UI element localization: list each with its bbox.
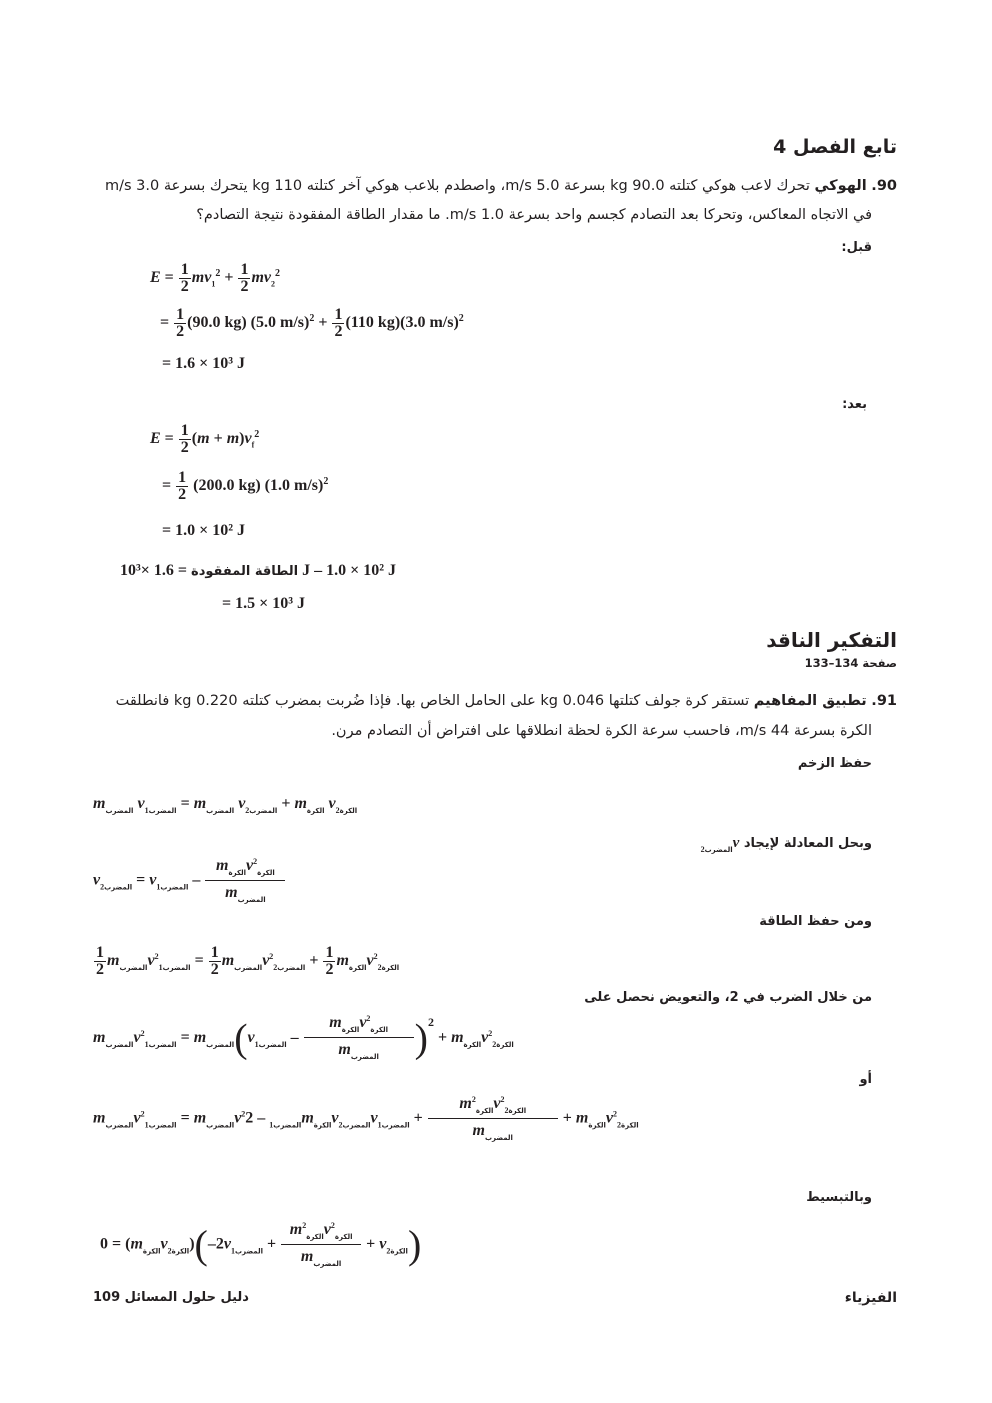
problem-90-number: 90.: [871, 178, 897, 194]
energy-label: ومن حفظ الطاقة: [759, 914, 872, 929]
before-equation-2: = $\frac{1}{2}$ (90.0 kg) (5.0 m/s)$^2$ + $\frac{1}{2}$ (110 kg)(3.0 m/s)$^2$: [160, 306, 464, 340]
problem-90-line1: [105, 178, 897, 194]
after-label: بعد:: [842, 397, 867, 412]
or-label: أو: [859, 1072, 872, 1087]
section-pages: صفحة 134–133: [804, 656, 897, 670]
energy-loss-value: = 1.6 ×10³ J – 1.0 × 10² J: [120, 562, 397, 579]
substituted-equation: $m_{المضرب}v^2_{المضرب1} = m_{المضرب}(v$ $_{المضرب1}$ – $\frac{m_{الكرة}v _{الكرة}^2}{m_{المضرب}}$ )$^2 + m_{الكرة}v^2_{الكرة2}$: [93, 1014, 514, 1062]
problem-91-number: 91.: [871, 693, 897, 709]
energy-loss-equation-2: = 1.5 × 10³ J: [222, 595, 306, 612]
simplified-equation: $0 = (m_{الكرة}v$ $_{الكرة2}$ )(–2v $_{المضرب1}$ + $\frac{m _{الكرة}^2 v _{الكرة}^2}{m_{المضرب}}$ + v $_{الكرة2}$ ): [100, 1221, 422, 1268]
energy-loss-label: الطاقة المفقودة: [191, 564, 299, 579]
footer-page-number: 109: [93, 1290, 121, 1305]
momentum-equation: $m_{المضرب}$ v $_{المضرب1} = m_{المضرب}$ v $_{المضرب2} + m_{الكرة}$ v $_{الكرة2}$: [93, 795, 358, 815]
after-equation-3: = 1.0 × 10² J: [162, 522, 246, 539]
before-equation-3: = 1.6 × 10³ J: [162, 355, 246, 372]
problem-91-title: تطبيق المفاهيم: [753, 693, 867, 709]
problem-91-text1: تستقر كرة جولف كتلتها 0.046 kg على الحامل الخاص بها. فإذا ضُربت بمضرب كتلته 0.220 kg فانطلقت: [115, 693, 750, 709]
momentum-label: حفظ الزخم: [797, 756, 872, 771]
problem-91-line1: [116, 693, 897, 709]
before-equation-1: E = $\frac{1}{2}$ $mv_1^2$ + $\frac{1}{2}$ $mv_2^2$: [150, 261, 281, 295]
simplify-label: وبالتبسيط: [806, 1190, 872, 1205]
problem-91-line2: الكرة بسرعة 44 m/s، فاحسب سرعة الكرة لحظة انطلاقها على افتراض أن التصادم مرن.: [331, 723, 872, 739]
problem-90-title: الهوكي: [814, 178, 867, 194]
velocity-equation: v $_{المضرب2}$ = v $_{المضرب1}$ – $\frac{m_{الكرة}v _{الكرة}^2}{m_{المضرب}}$: [93, 858, 286, 904]
energy-loss-equation-1: [120, 562, 396, 580]
footer-book-info: [93, 1290, 249, 1305]
chapter-title: تابع الفصل 4: [773, 136, 897, 158]
after-equation-1: E = $\frac{1}{2}$ $(m + m)v_f^2$: [150, 422, 260, 456]
problem-90-line2: في الاتجاه المعاكس، وتحركا بعد التصادم كجسم واحد بسرعة 1.0 m/s. ما مقدار الطاقة المفقودة نتيجة التصادم؟: [196, 207, 872, 223]
after-equation-2: = $\frac{1}{2}$ (200.0 kg) (1.0 m/s)$^2$: [162, 469, 329, 503]
multiply-label: من خلال الضرب في 2، والتعويض نحصل على: [584, 990, 872, 1005]
section-heading: التفكير الناقد: [766, 628, 897, 652]
problem-90-text1: تحرك لاعب هوكي كتلته 90.0 kg بسرعة 5.0 m/s، واصطدم بلاعب هوكي آخر كتلته 110 kg يتحرك بسرعة 3.0 m/s: [104, 178, 810, 194]
expanded-equation: $m_{المضرب}v^2_{المضرب1} = m_{المضرب}v^2_{المضرب1} - 2$ $m_{الكرة}v$ $_{المضرب2}$ v $_{المضرب1}$ + $\frac{m _{الكرة}^2 v^2_{الكرة2}}{m_{المضرب}}$ + $m_{الكرة}v^2_{الكرة2}$: [93, 1095, 639, 1142]
solve-label: وبحل المعادلة لإيجاد $v_{المضرب2}$: [700, 835, 872, 854]
energy-equation: $\frac{1}{2}$ $m_{المضرب}v^2_{المضرب1}$ = $\frac{1}{2}$ $m_{المضرب}v^2_{المضرب2}$ + $\frac{1}{2}$ $m_{الكرة}v^2_{الكرة2}$: [96, 944, 400, 978]
before-label: قبل:: [841, 240, 872, 255]
footer-book-title: دليل حلول المسائل: [124, 1290, 249, 1305]
footer-subject: الفيزياء: [844, 1290, 897, 1306]
